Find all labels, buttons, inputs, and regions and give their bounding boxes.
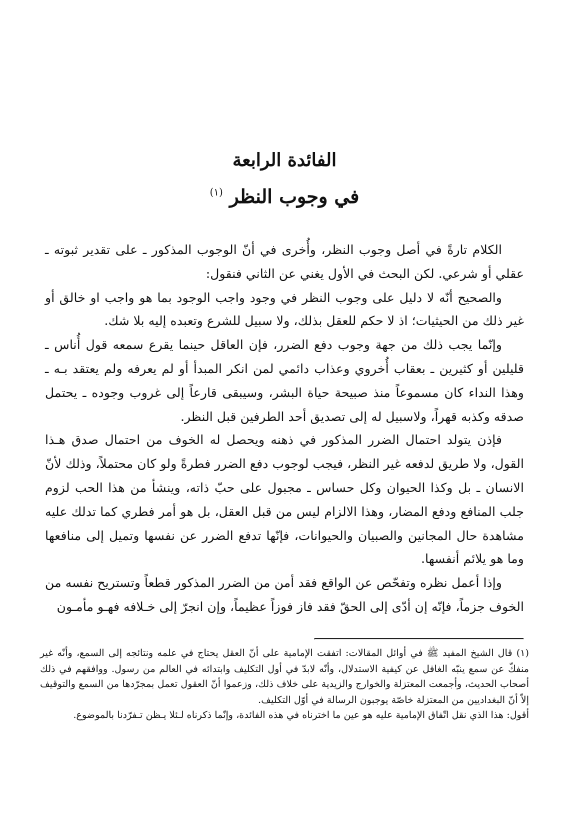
footnote-comment: أقول: هذا الذي نقل اتّفاق الإمامية عليه هو عين ما اخترناه في هذه الفائدة، وإنّما ذكرناه لـئلا يـظن تـفرّدنا بالموضوع. [73,710,529,722]
footnote: (١) قال الشيخ المفيد ﷺ في أوائل المقالات: اتفقت الإمامية على أنّ العقل يحتاج في علمه ونتائجه إلى السمع، وأنّه غير منفكّ عن سمع ينبّه الغافل عن كيفية الاستدلال، وأنّه لابدّ في أول التكليف وابتدائه في العالم من رسول. ووافقهم في ذلك أصحاب الحديث، وأجمعت المعتزلة والخوارج والزيدية على خلاف ذلك، وزعموا أنّ العقول تعمل بمجرّدها من السمع والتوقيف إلاّ أنّ البغداديين من المعتزلة خاصّة يوجبون الرسالة في أوّل التكليف. [40,648,529,706]
subtitle-text: في وجوب النظر [229,186,360,208]
paragraph: الكلام تارةً في أصل وجوب النظر، وأُخرى في أنّ الوجوب المذكور ـ على تقدير ثبوته ـ عقلي أو شرعي. لكن البحث في الأول يغني عن الثاني فنقول: [45,242,524,281]
footnote-divider [314,638,524,640]
footnote-marker: (١) [209,187,223,199]
body-text [45,238,524,619]
paragraph: وإنّما يجب ذلك من جهة وجوب دفع الضرر، فإن العاقل حينما يقرع سمعه قول أُناس ـ قليلين أو كثيرين ـ بعقاب أُخروي وعذاب دائمي لمن انكر المبدأ أو لم يعرفه ولم يعتقد بـه ـ وهذا النداء كان مسموعاً منذ صبيحة حياة البشر، وسيبقى قارعاً إلى غروب وجوده ـ يحتمل صدقه وكذبه قهراً، ولاسبيل له إلى تصديق أحد الطرفين قبل النظر. [45,337,524,424]
paragraph: وإذا أعمل نظره وتفحّص عن الواقع فقد أمن من الضرر المذكور قطعاً وتستريح نفسه من الخوف جزماً، فإنّه إن أدّى إلى الحقّ فقد فاز فوزاً عظيماً، وإن انجرّ إلى خـلافه فهـو مأمـون [45,575,524,614]
footnotes [40,646,529,724]
section-subtitle [0,186,569,208]
paragraph: فإذن يتولد احتمال الضرر المذكور في ذهنه ويحصل له الخوف من احتمال صدق هـذا القول، ولا طريق لدفعه غير النظر، فيجب لوجوب دفع الضرر فطرةً ولو كان محتملاً، وذلك لأنّ الانسان ـ بل وكذا الحيوان وكل حساس ـ مجبول على حبّ ذاته، وينشأ من هذا الحب لزوم جلب المنافع ودفع المضار، وهذا الالزام ليس من قبل العقل، بل هو أمر فطري كما تدلك عليه مشاهدة حال المجانين والصبيان والحيوانات، فإنّها تدفع الضرر عن نفسها وتميل إلى منافعها وما هو يلائم أنفسها. [45,432,524,567]
section-title: الفائدة الرابعة [232,150,337,171]
paragraph: والصحيح أنّه لا دليل على وجوب النظر في وجود واجب الوجود بما هو واجب او خالق أو غير ذلك من الحيثيات؛ اذ لا حكم للعقل بذلك، ولا سبيل للشرع وتعبده إليه بلا شك. [45,289,524,329]
